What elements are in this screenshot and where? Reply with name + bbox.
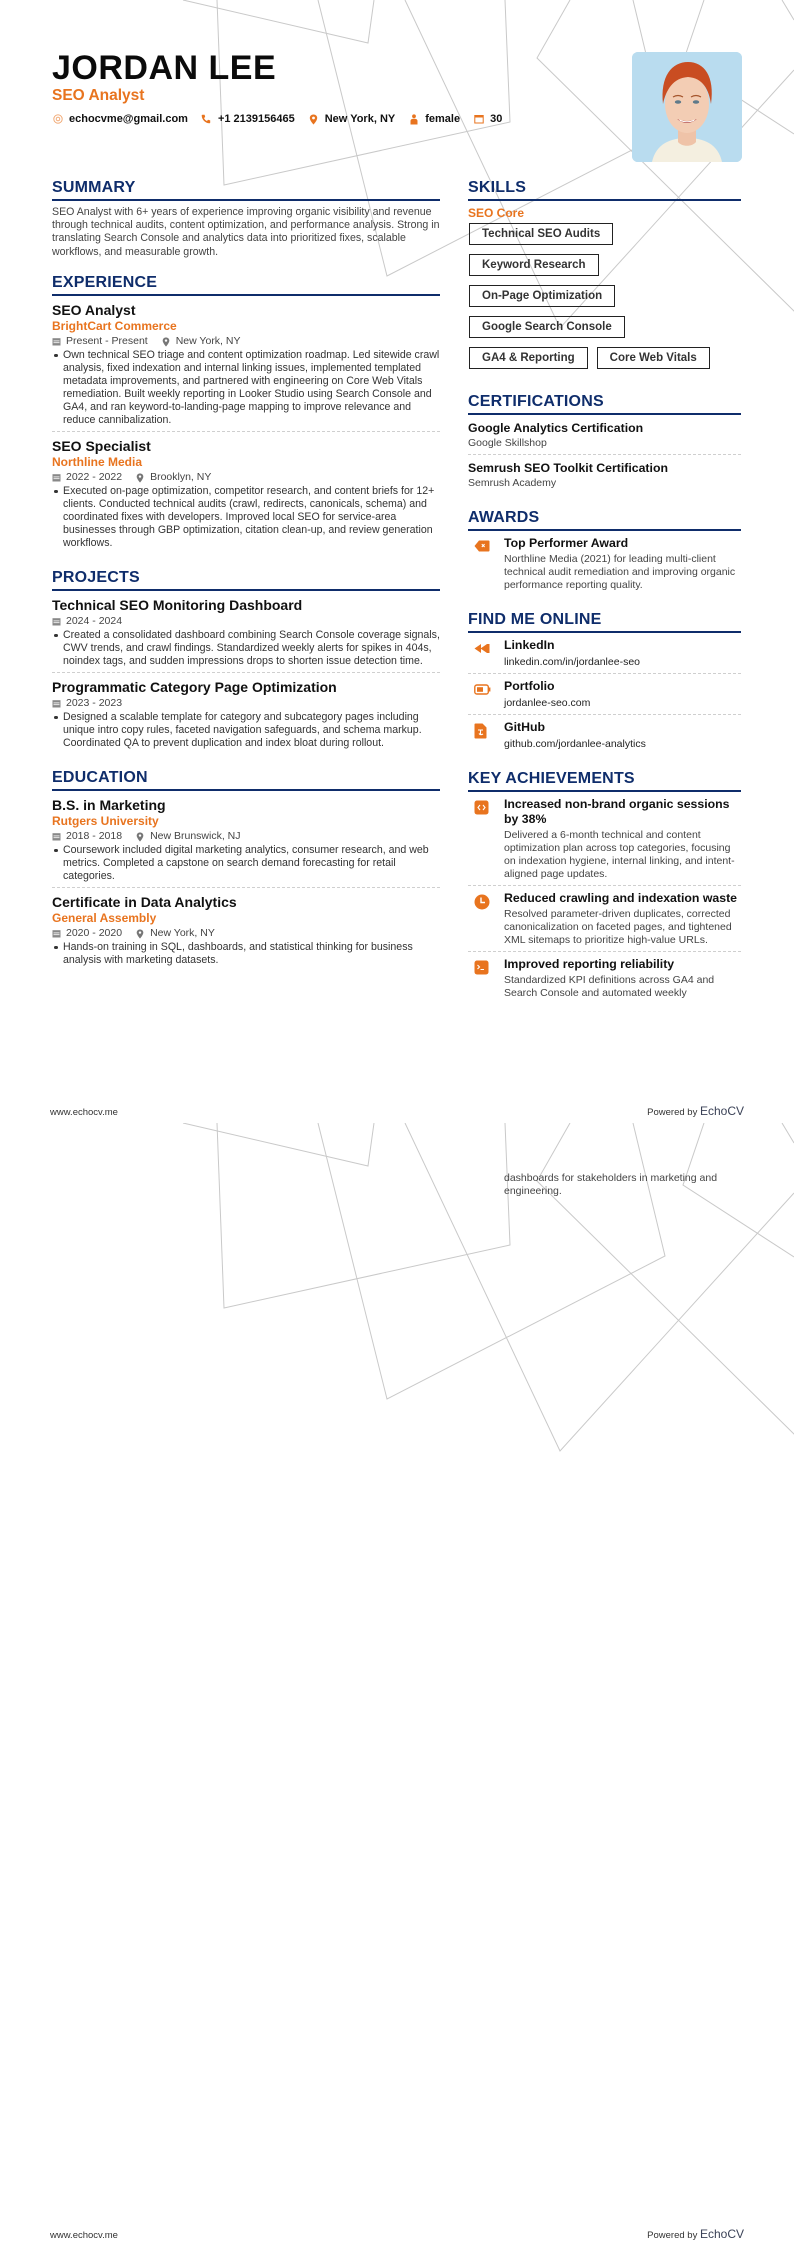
location: Brooklyn, NY [136,471,211,484]
certification-issuer: Semrush Academy [468,477,557,489]
experience-section [52,273,440,554]
certification-title: Semrush SEO Toolkit Certification [468,461,668,475]
certification-issuer: Google Skillshop [468,437,547,449]
achievement-title: Reduced crawling and indexation waste [504,891,738,905]
degree-title: Certificate in Data Analytics [52,893,237,910]
link-label: Portfolio [504,679,555,693]
contact-phone[interactable] [201,113,295,125]
location-pin-icon [136,832,145,841]
skill-tags [468,223,741,378]
calendar-icon [52,617,61,626]
bullet-item: Created a consolidated dashboard combining Search Console coverage signals, CWV trends, and crawl findings. Standardized weekly alerts for spikes in 404s, noindex tags, and sudden impressions drops to shorten issue detection time. [52,629,440,668]
dates: 2018 - 2018 [52,830,122,843]
contact-email-value: echocvme@gmail.com [69,113,188,125]
link-url[interactable]: jordanlee-seo.com [504,697,591,709]
skill-tag: GA4 & Reporting [469,347,588,369]
terminal-icon [468,957,504,1000]
link-url[interactable]: github.com/jordanlee-analytics [504,738,646,750]
award-description: Northline Media (2021) for leading multi-client technical audit remediation and improving organic performance reporting quality. [504,553,736,591]
achievement-description-continued: dashboards for stakeholders in marketing and engineering. [504,1172,718,1197]
award-tag-icon [468,536,504,592]
calendar-icon [473,114,484,125]
location-pin-icon [136,473,145,482]
achievement-description: Standardized KPI definitions across GA4 and Search Console and automated weekly [504,974,715,999]
entry-meta [52,335,440,348]
contact-gender [408,113,460,125]
degree-title: B.S. in Marketing [52,796,166,813]
section-heading: CERTIFICATIONS [468,392,741,415]
code-icon [468,797,504,881]
bullet-item: Own technical SEO triage and content optimization roadmap. Led sitewide crawl analysis, fixed indexation and internal linking issues, implemented templated metadata improvements, and partnered with engineering on Core Web Vitals remediation. Built weekly reporting in Looker Studio using Search Console and GA4, and ran keyword-to-landing-page mapping to improve relevance and reduce cannibalization. [52,349,440,427]
certifications-section [468,392,741,494]
contact-row [52,113,612,125]
profile-photo [632,52,742,162]
achievement-description: Delivered a 6-month technical and content optimization plan across top categories, focusing on indexation hygiene, internal linking, and intent-aligned page updates. [504,829,735,880]
bullet-item: Hands-on training in SQL, dashboards, and statistical thinking for business analysis with marketing datasets. [52,941,440,967]
dates: Present - Present [52,335,148,348]
skill-tag: On-Page Optimization [469,285,615,307]
entry-meta [52,927,440,940]
person-icon [408,114,419,125]
dates: 2022 - 2022 [52,471,122,484]
contact-phone-value: +1 2139156465 [217,113,295,125]
battery-icon [468,679,504,710]
project-entry [52,596,440,673]
section-heading: KEY ACHIEVEMENTS [468,769,741,792]
certification-title: Google Analytics Certification [468,421,644,435]
bullet-item: Designed a scalable template for category and subcategory pages including unique intro copy rules, faceted navigation safeguards, and schema markup. Coordinated QA to prevent duplication and index bloat during rollout. [52,711,440,750]
bullet-list [52,711,440,750]
online-link-linkedin[interactable] [468,638,741,674]
dates: 2020 - 2020 [52,927,122,940]
rewind-icon [468,638,504,669]
skill-tag: Keyword Research [469,254,599,276]
candidate-name: JORDAN LEE [52,49,277,87]
link-label: GitHub [504,720,545,734]
achievement-title: Improved reporting reliability [504,957,675,971]
achievement-description: Resolved parameter-driven duplicates, corrected canonicalization on faceted pages, and tightened XML sitemaps to prioritize high-value URLs. [504,908,732,946]
location: New York, NY [162,335,241,348]
achievement-title: Increased non-brand organic sessions by 38% [504,797,730,826]
bullet-list [52,349,440,427]
job-title: SEO Specialist [52,437,151,454]
clock-icon [468,891,504,947]
at-icon [52,114,63,125]
echocv-brand[interactable]: EchoCV [699,1104,744,1118]
project-title: Technical SEO Monitoring Dashboard [52,596,303,613]
footer-powered-by: Powered by EchoCV [647,2227,744,2241]
section-heading: EXPERIENCE [52,273,440,296]
skills-section [468,178,741,378]
experience-entry [52,301,440,432]
calendar-icon [52,337,61,346]
bullet-item: Executed on-page optimization, competitor research, and content briefs for 12+ clients. Conducted technical audits (crawl, redirects, canonicals, schema) and coordinated fixes with developers. Improved local SEO for service-area businesses through GBP optimization, citation clean-up, and review generation workflows. [52,485,440,550]
summary-text: SEO Analyst with 6+ years of experience improving organic visibility and revenue through technical audits, content optimization, and performance analysis. Strong in translating Search Console and analytics data into prioritized fixes, scalable workflows, and measurable growth. [52,206,440,258]
file-icon [468,720,504,751]
company-name: BrightCart Commerce [52,318,177,333]
experience-entry [52,437,440,554]
company-name: Northline Media [52,454,143,469]
contact-email[interactable] [52,113,188,125]
section-heading: PROJECTS [52,568,440,591]
phone-icon [201,114,212,125]
bullet-list [52,485,440,550]
location-pin-icon [162,337,171,346]
section-heading: FIND ME ONLINE [468,610,741,633]
location: New Brunswick, NJ [136,830,240,843]
education-section [52,768,440,971]
entry-meta [52,615,440,628]
bullet-item: Coursework included digital marketing analytics, consumer research, and web metrics. Completed a capstone on search demand forecasting for retail categories. [52,844,440,883]
certification-entry [468,420,741,455]
school-name: General Assembly [52,910,157,925]
contact-age-value: 30 [490,113,503,125]
skill-tag: Core Web Vitals [597,347,710,369]
dates: 2024 - 2024 [52,615,122,628]
right-column [468,178,741,1018]
achievement-entry [468,957,741,1004]
resume-page-2 [0,1123,794,2246]
footer-powered-by: Powered by EchoCV [647,1104,744,1118]
entry-meta [52,697,440,710]
calendar-icon [52,832,61,841]
certification-entry [468,460,741,494]
skill-tag: Google Search Console [469,316,625,338]
skill-tag: Technical SEO Audits [469,223,613,245]
bullet-list [52,941,440,967]
award-entry [468,536,741,596]
online-link-portfolio[interactable] [468,679,741,715]
project-title: Programmatic Category Page Optimization [52,678,337,695]
contact-age [473,113,502,125]
contact-gender-value: female [425,113,461,125]
project-entry [52,678,440,754]
online-section [468,610,741,755]
online-link-github[interactable] [468,720,741,755]
contact-location [308,113,396,125]
page-footer [50,1104,744,1118]
education-entry [52,893,440,971]
location: New York, NY [136,927,215,940]
resume-header [52,50,612,125]
footer-site-link[interactable]: www.echocv.me [50,1107,118,1118]
achievement-entry [468,891,741,952]
left-column [52,178,440,985]
link-label: LinkedIn [504,638,555,652]
echocv-brand[interactable]: EchoCV [699,2227,744,2241]
section-heading: AWARDS [468,508,741,531]
link-url[interactable]: linkedin.com/in/jordanlee-seo [504,656,640,668]
bullet-list [52,629,440,668]
entry-meta [52,830,440,843]
achievement-entry [468,797,741,886]
footer-site-link[interactable]: www.echocv.me [50,2230,118,2241]
dates: 2023 - 2023 [52,697,122,710]
location-pin-icon [136,929,145,938]
summary-section [52,178,440,259]
projects-section [52,568,440,754]
location-pin-icon [308,114,319,125]
award-title: Top Performer Award [504,536,629,550]
calendar-icon [52,929,61,938]
contact-location-value: New York, NY [324,113,396,125]
job-title: SEO Analyst [52,301,136,318]
section-heading: SKILLS [468,178,741,201]
education-entry [52,796,440,888]
skill-group-label: SEO Core [468,206,525,220]
section-heading: EDUCATION [52,768,440,791]
calendar-icon [52,699,61,708]
candidate-title: SEO Analyst [52,87,145,104]
school-name: Rutgers University [52,813,159,828]
calendar-icon [52,473,61,482]
achievements-section [468,769,741,1004]
section-heading: SUMMARY [52,178,440,201]
awards-section [468,508,741,596]
entry-meta [52,471,440,484]
bullet-list [52,844,440,883]
page-footer [50,2227,744,2241]
